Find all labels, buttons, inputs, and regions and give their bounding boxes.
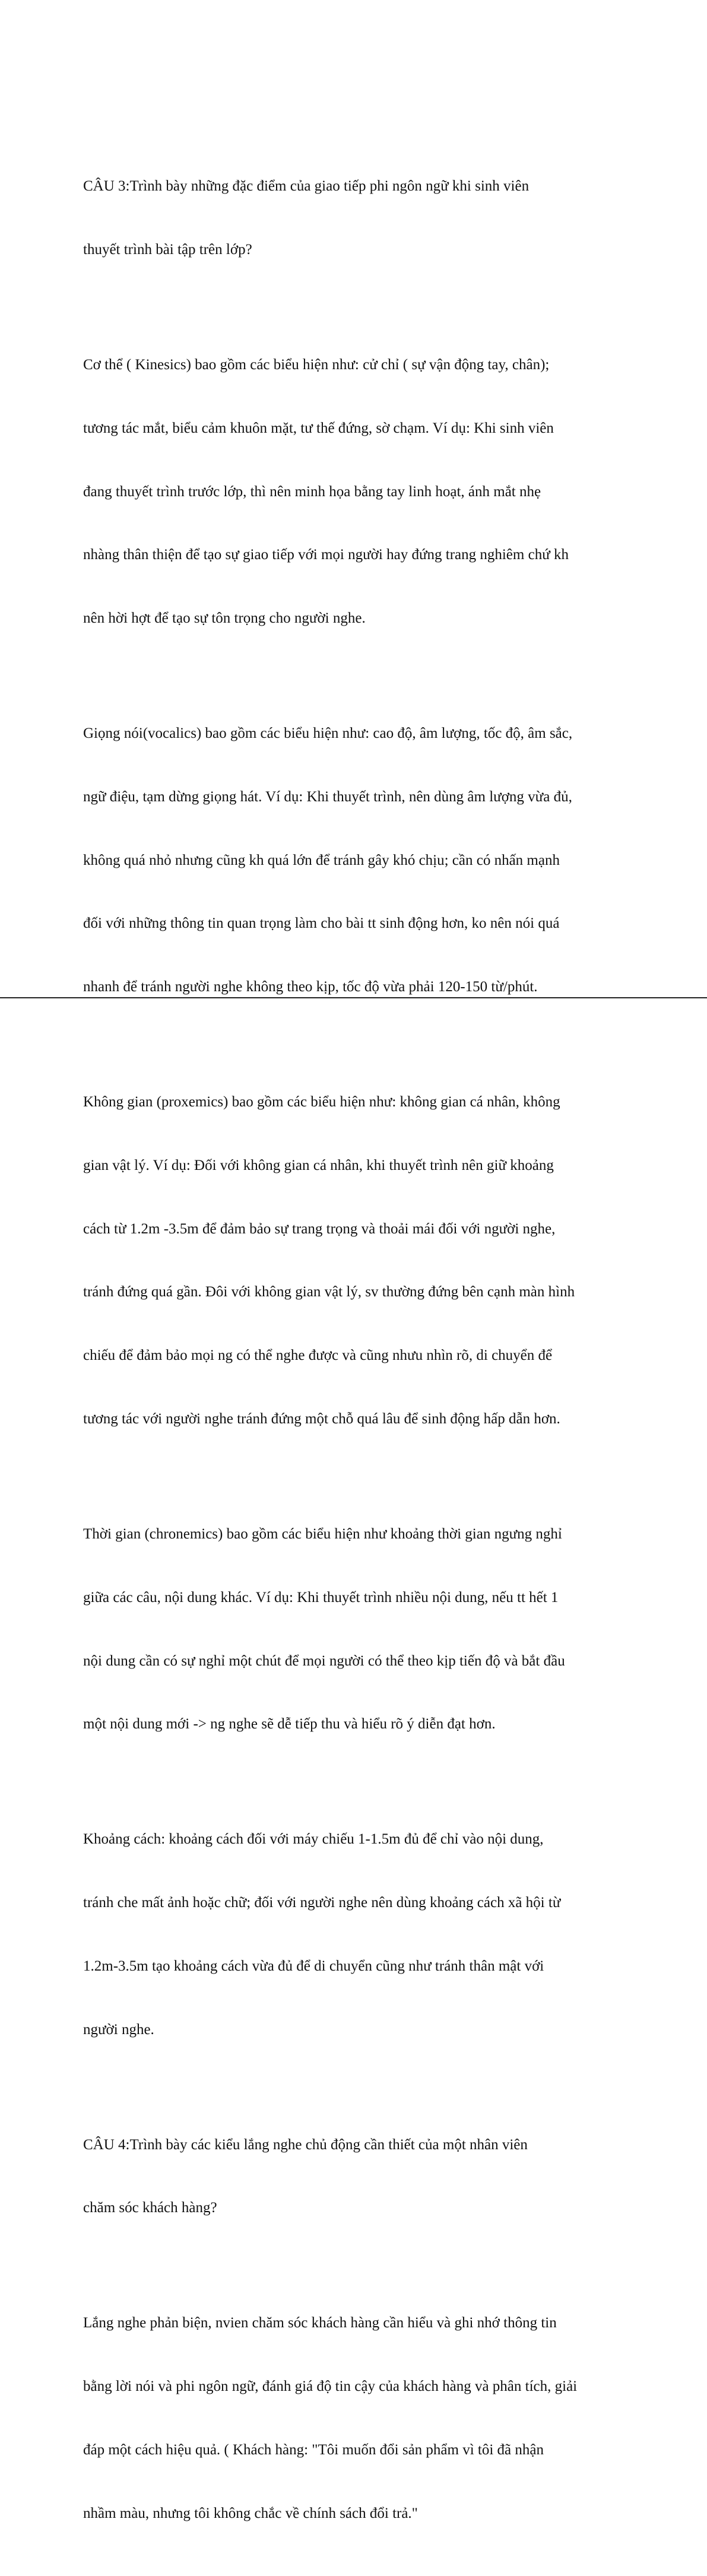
text-line: Thời gian (chronemics) bao gồm các biểu hiện như khoảng thời gian ngưng nghỉ: [83, 1526, 562, 1542]
text-line: gian vật lý. Ví dụ: Đối với không gian cá nhân, khi thuyết trình nên giữ khoảng: [83, 1157, 554, 1173]
text-line: Không gian (proxemics) bao gồm các biểu hiện như: không gian cá nhân, không: [83, 1094, 560, 1111]
text-line: giữa các câu, nội dung khác. Ví dụ: Khi thuyết trình nhiều nội dung, nếu tt hết 1: [83, 1589, 559, 1606]
question-4-heading: [83, 2092, 629, 2261]
text-line: thuyết trình bài tập trên lớp?: [83, 241, 252, 258]
text-line: đang thuyết trình trước lớp, thì nên minh họa bằng tay linh hoạt, ánh mắt nhẹ: [83, 483, 541, 500]
text-line: tránh che mất ảnh hoặc chữ; đối với người nghe nên dùng khoảng cách xã hội từ: [83, 1895, 561, 1911]
text-line: đối với những thông tin quan trọng làm cho bài tt sinh động hơn, ko nên nói quá: [83, 915, 560, 932]
text-line: CÂU 4:Trình bày các kiểu lắng nghe chủ động cần thiết của một nhân viên: [83, 2136, 528, 2153]
text-line: cách từ 1.2m -3.5m để đảm bảo sự trang trọng và thoải mái đối với người nghe,: [83, 1220, 556, 1237]
text-line: nội dung cần có sự nghỉ một chút để mọi người có thể theo kịp tiến độ và bắt đầu: [83, 1652, 565, 1669]
text-line: đáp một cách hiệu quả. ( Khách hàng: "Tôi muốn đổi sản phẩm vì tôi đã nhận: [83, 2441, 544, 2458]
document-page: [83, 134, 629, 2576]
chronemics-paragraph: [83, 1481, 629, 1777]
text-line: nên hời hợt để tạo sự tôn trọng cho người nghe.: [83, 610, 366, 627]
text-line: tránh đứng quá gần. Đôi với không gian vật lý, sv thường đứng bên cạnh màn hình: [83, 1284, 575, 1300]
text-line: một nội dung mới -> ng nghe sẽ dễ tiếp thu và hiểu rõ ý diễn đạt hơn.: [83, 1716, 496, 1733]
text-line: nhanh để tránh người nghe không theo kịp, tốc độ vừa phải 120-150 từ/phút.: [83, 979, 538, 995]
text-line: ngữ điệu, tạm dừng giọng hát. Ví dụ: Khi thuyết trình, nên dùng âm lượng vừa đủ,: [83, 788, 572, 805]
text-line: 1.2m-3.5m tạo khoảng cách vừa đủ để di chuyển cũng như tránh thân mật với: [83, 1958, 544, 1974]
text-line: nhàng thân thiện để tạo sự giao tiếp với mọi người hay đứng trang nghiêm chứ kh: [83, 547, 569, 563]
critical-listening-paragraph: [83, 2270, 629, 2566]
text-line: người nghe.: [83, 2021, 154, 2038]
page-bottom-divider: [0, 997, 707, 998]
kinesics-paragraph: [83, 312, 629, 671]
text-line: Giọng nói(vocalics) bao gồm các biểu hiện như: cao độ, âm lượng, tốc độ, âm sắc,: [83, 725, 573, 742]
text-line: nhầm màu, nhưng tôi không chắc về chính sách đổi trả.": [83, 2505, 418, 2521]
text-line: chiếu để đảm bảo mọi ng có thể nghe được và cũng nhưu nhìn rõ, di chuyển để: [83, 1347, 553, 1364]
vocalics-paragraph: [83, 681, 629, 1040]
text-line: không quá nhỏ nhưng cũng kh quá lớn để tránh gây khó chịu; cần có nhấn mạnh: [83, 852, 560, 868]
distance-paragraph: [83, 1787, 629, 2082]
text-line: Lắng nghe phản biện, nvien chăm sóc khách hàng cần hiểu và ghi nhớ thông tin: [83, 2315, 557, 2331]
proxemics-paragraph: [83, 1049, 629, 1472]
text-line: bằng lời nói và phi ngôn ngữ, đánh giá độ tin cậy của khách hàng và phân tích, giải: [83, 2378, 578, 2395]
question-3-heading: [83, 134, 629, 303]
text-line: Khoảng cách: khoảng cách đối với máy chiếu 1-1.5m đủ để chỉ vào nội dung,: [83, 1831, 544, 1848]
text-line: CÂU 3:Trình bày những đặc điểm của giao tiếp phi ngôn ngữ khi sinh viên: [83, 178, 530, 195]
text-line: chăm sóc khách hàng?: [83, 2200, 217, 2216]
text-line: tương tác mắt, biểu cảm khuôn mặt, tư thế đứng, sờ chạm. Ví dụ: Khi sinh viên: [83, 420, 554, 436]
text-line: Cơ thể ( Kinesics) bao gồm các biểu hiện như: cử chỉ ( sự vận động tay, chân);: [83, 356, 550, 373]
text-line: tương tác với người nghe tránh đứng một chỗ quá lâu để sinh động hấp dẫn hơn.: [83, 1411, 560, 1427]
